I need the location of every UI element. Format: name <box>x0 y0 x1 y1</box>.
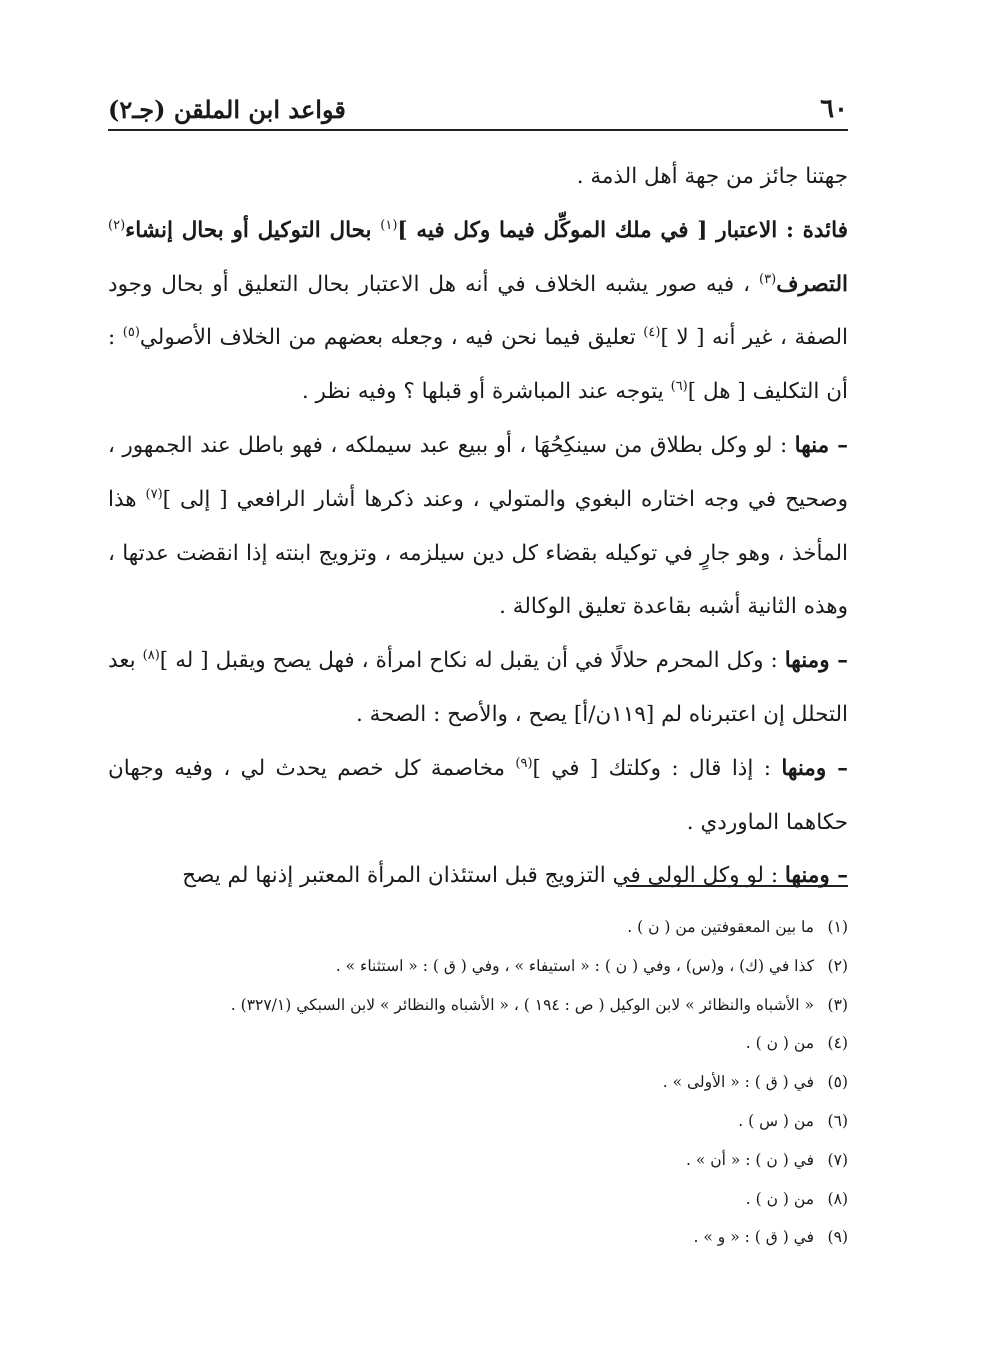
footnote-text: في ( ق ) : « الأولى » . <box>662 1073 814 1092</box>
footnote-number: (٩) <box>827 1228 848 1247</box>
footnote-number: (١) <box>827 918 848 936</box>
footnote <box>108 947 848 986</box>
running-title: قواعد ابن الملقن (جـ٢) <box>108 95 346 124</box>
faida-heading: فائدة : الاعتبار [ في ملك الموكِّل فيما وكل فيه ] <box>397 217 848 243</box>
item-lead: – ومنها <box>781 755 848 781</box>
footnote-number: (٢) <box>827 956 848 975</box>
footnote-number: (٥) <box>827 1073 848 1092</box>
footnote-text: في ( ق ) : « و » . <box>693 1228 814 1247</box>
faida-text: ، فيه صور يشبه الخلاف في أنه هل الاعتبار بحال التعليق أو بحال وجود الصفة ، غير أنه [ لا ] <box>108 271 849 351</box>
footnote-text: « الأشباه والنظائر » لابن الوكيل ( ص : ١٩٤ ) ، « الأشباه والنظائر » لابن السبكي (٣٢٧/١) . <box>230 995 814 1014</box>
paragraph-item-1 <box>108 419 848 634</box>
footnote-ref: (٥) <box>122 325 140 341</box>
faida-heading-cont: التصرف <box>776 271 848 297</box>
item-text: هذا المأخذ ، وهو جارٍ في توكيله بقضاء كل دين سيلزمه ، وتزويج ابنته إذا انقضت عدتها ، وهذه الثانية أشبه بقاعدة تعليق الوكالة . <box>108 486 848 620</box>
footnote-ref: (٦) <box>670 379 688 395</box>
footnote-ref: (٩) <box>515 755 533 771</box>
footnote-text: ما بين المعقوفتين من ( ن ) . <box>627 918 814 936</box>
footnote-text: من ( ن ) . <box>745 1034 814 1053</box>
item-lead: – ومنها <box>784 648 848 674</box>
faida-text: : أن التكليف [ هل ] <box>108 325 848 405</box>
paragraph-item-2 <box>108 634 848 742</box>
page-header <box>108 84 848 124</box>
footnote <box>108 1024 848 1063</box>
footnote <box>108 1180 848 1219</box>
footnote-rule <box>626 885 848 887</box>
footnote-number: (٧) <box>827 1150 848 1169</box>
paragraph-faida <box>108 204 848 419</box>
footnotes <box>108 908 848 1257</box>
footnote-text: من ( س ) . <box>738 1111 814 1130</box>
footnote <box>108 1063 848 1102</box>
footnote-number: (٨) <box>827 1189 848 1208</box>
footnote-ref: (٣) <box>759 271 777 287</box>
footnote-ref: (٨) <box>142 648 160 664</box>
footnote <box>108 908 848 947</box>
faida-text: يتوجه عند المباشرة أو قبلها ؟ وفيه نظر . <box>301 379 671 405</box>
footnote-number: (٤) <box>827 1034 848 1053</box>
paragraph-item-3 <box>108 742 848 850</box>
item-text: بعد التحلل إن اعتبرناه لم [١١٩ن/أ] يصح ، والأصح : الصحة . <box>108 648 848 727</box>
footnote-text: كذا في (ك) ، و(س) ، وفي ( ن ) : « استيفاء » ، وفي ( ق ) : « استثناء » . <box>335 956 814 975</box>
faida-text: تعليق فيما نحن فيه ، وجعله بعضهم من الخلاف الأصولي <box>139 325 644 351</box>
footnote <box>108 986 848 1025</box>
item-text: : لو وكل بطلاق من سينكِحُهَا ، أو ببيع عبد سيملكه ، فهو باطل عند الجمهور ، وصحيح في وجه اختاره البغوي والمتولي ، وعند ذكرها أشار الرافعي [ إلى ] <box>108 432 848 512</box>
footnote <box>108 1218 848 1257</box>
footnote-text: في ( ن ) : « أن » . <box>685 1150 814 1169</box>
item-text: : وكل المحرم حلالًا في أن يقبل له نكاح امرأة ، فهل يصح ويقبل [ له ] <box>159 648 785 674</box>
faida-heading-cont: بحال التوكيل أو بحال إنشاء <box>125 217 381 243</box>
page-number: ٦٠ <box>820 94 848 124</box>
footnote-number: (٣) <box>827 995 848 1014</box>
paragraph-item-4 <box>108 849 848 903</box>
item-text: : إذا قال : وكلتك [ في ] <box>532 755 782 781</box>
paragraph-continuation <box>108 150 848 204</box>
footnote <box>108 1102 848 1141</box>
footnote-ref: (١) <box>380 217 398 233</box>
footnote-ref: (٤) <box>643 325 661 341</box>
item-lead: – ومنها <box>784 863 848 889</box>
continuation-text: جهتنا جائز من جهة أهل الذمة . <box>576 164 848 189</box>
footnote-number: (٦) <box>827 1111 848 1130</box>
item-lead: – منها <box>794 432 849 458</box>
item-text: مخاصمة كل خصم يحدث لي ، وفيه وجهان حكاهما الماوردي . <box>108 755 848 835</box>
header-rule <box>108 129 848 131</box>
item-text: : لو وكل الولي في التزويج قبل استئذان المرأة المعتبر إذنها لم يصح <box>182 863 785 889</box>
footnote-text: من ( ن ) . <box>745 1189 814 1208</box>
main-text <box>108 150 848 903</box>
footnote-ref: (٢) <box>108 217 126 233</box>
footnote-ref: (٧) <box>145 486 163 502</box>
footnote <box>108 1141 848 1180</box>
